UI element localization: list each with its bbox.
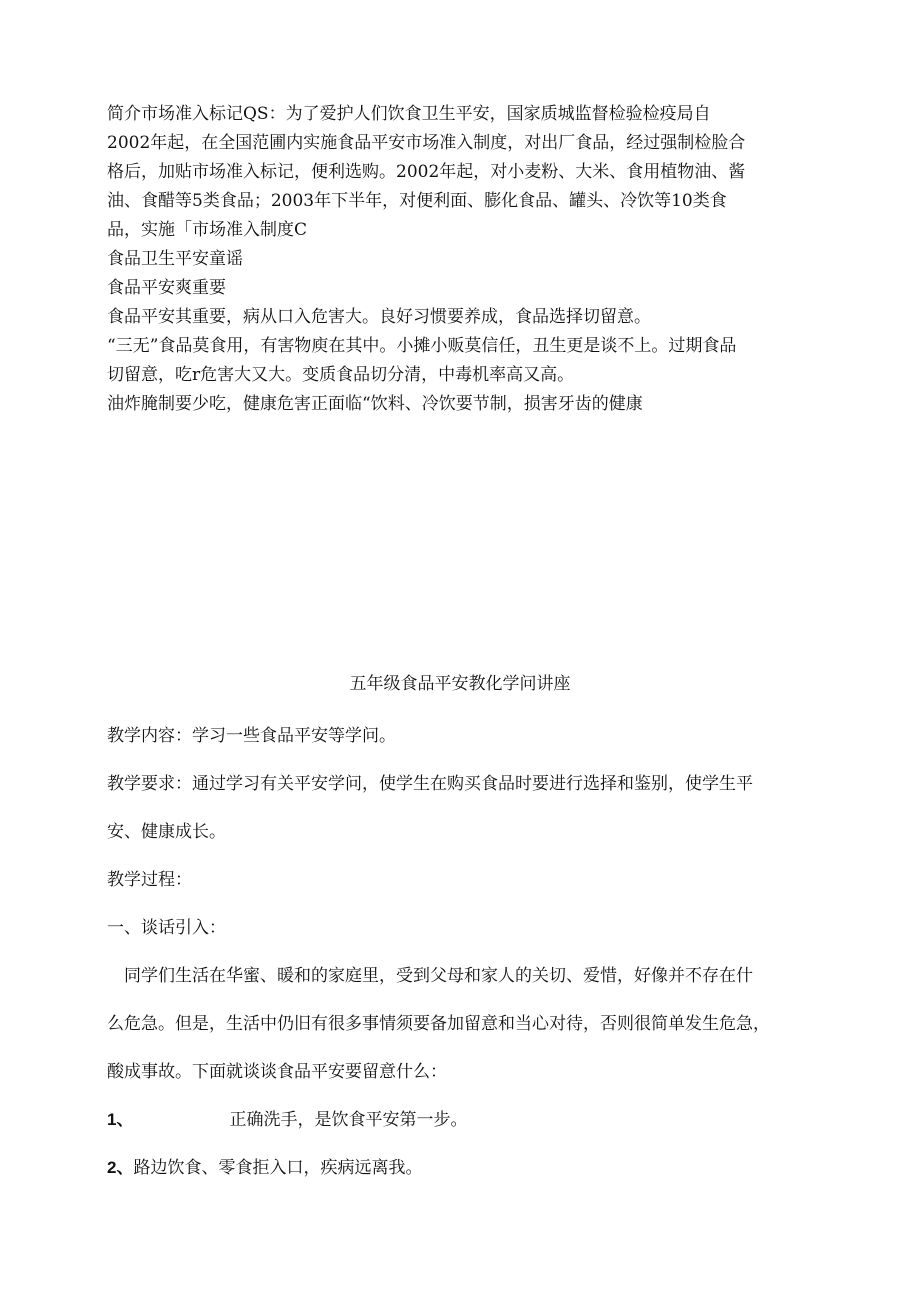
section-heading-1: 一、谈话引入：: [107, 918, 226, 938]
lesson-requirement-line-1: 教学要求：通过学习有关平安学问，使学生在购买食品时要进行选择和鉴别，使学生平: [107, 774, 753, 794]
intro-line-5: 品，实施「市场准入制度C: [107, 220, 308, 240]
list-item-1: [107, 1096, 827, 1144]
intro-block: [107, 100, 807, 419]
list-item-2-number: 2、: [107, 1158, 134, 1177]
lesson-block: [107, 712, 827, 1192]
rhyme-line-4: 油炸腌制要少吃，健康危害正面临“饮料、冷饮要节制，损害牙齿的健康: [107, 394, 643, 414]
rhyme-line-3: 切留意，吃r危害大又大。变质食品切分清，中毒机率高又高。: [107, 365, 575, 385]
rhyme-line-1: 食品平安其重要，病从口入危害大。良好习惯要养成，食品选择切留意。: [107, 307, 651, 327]
list-item-1-number: 1、: [107, 1110, 134, 1129]
rhyme-subtitle: 食品平安爽重要: [107, 278, 226, 298]
intro-line-4: 油、食醋等5类食品；2003年下半年，对便利面、膨化食品、罐头、冷饮等10类食: [107, 191, 727, 211]
list-item-1-text: 正确洗手，是饮食平安第一步。: [229, 1110, 468, 1130]
lesson-requirement-line-2: 安、健康成长。: [107, 822, 226, 842]
lesson-process-heading: 教学过程：: [107, 870, 192, 890]
paragraph-line-2: 么危急。但是，生活中仍旧有很多事情须要备加留意和当心对待，否则很简单发生危急，: [107, 1014, 770, 1034]
intro-line-1: 简介市场准入标记QS：为了爱护人们饮食卫生平安，国家质城监督检验检疫局自: [107, 104, 711, 124]
intro-line-3: 格后，加贴市场准入标记，便利选购。2002年起，对小麦粉、大米、食用植物油、酱: [107, 162, 746, 182]
lesson-content: 教学内容：学习一些食品平安等学问。: [107, 726, 396, 746]
rhyme-title: 食品卫生平安童谣: [107, 249, 243, 269]
rhyme-line-2: “三无”食品莫食用，有害物庾在其中。小摊小贩莫信任，丑生更是谈不上。过期食品: [107, 336, 737, 356]
paragraph-line-1: 同学们生活在华蜜、暖和的家庭里，受到父母和家人的关切、爱惜，好像并不存在什: [124, 966, 753, 986]
intro-line-2: 2002年起，在全国范圃内实施食品平安市场准入制度，对出厂食品，经过强制检脸合: [107, 133, 746, 153]
paragraph-line-3: 酸成事故。下面就谈谈食品平安要留意什么：: [107, 1062, 447, 1082]
lesson-title: 五年级食品平安教化学问讲座: [349, 674, 571, 694]
list-item-2: [107, 1144, 827, 1192]
list-item-2-text: 路边饮食、零食拒入口，疾病远离我。: [133, 1158, 423, 1178]
